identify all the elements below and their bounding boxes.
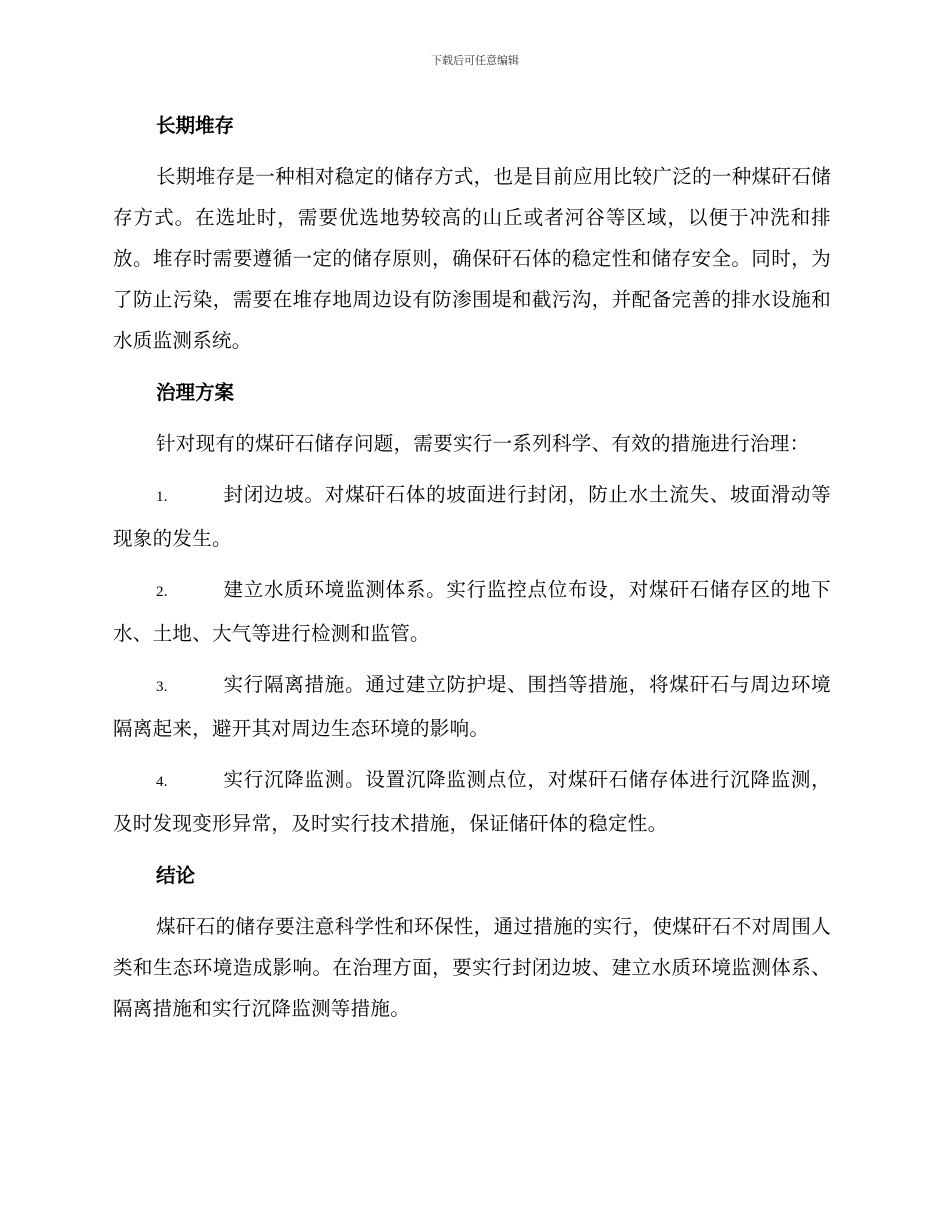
list-item-number: 1. — [156, 489, 168, 505]
storage-paragraph: 长期堆存是一种相对稳定的储存方式，也是目前应用比较广泛的一种煤矸石储存方式。在选址时，需要优选地势较高的山丘或者河谷等区域，以便于冲洗和排放。堆存时需要遵循一定的储存原则，确保矸石体的稳定性和储存安全。同时，为了防止污染，需要在堆存地周边设有防渗围堤和截污沟，并配备完善的排水设施和水质监测系统。 — [113, 165, 831, 352]
list-item-text: 实行隔离措施。通过建立防护堤、围挡等措施，将煤矸石与周边环境隔离起来，避开其对周边生态环境的影响。 — [113, 673, 831, 740]
section-heading-governance: 治理方案 — [156, 381, 235, 404]
list-item-number: 4. — [156, 774, 168, 790]
section-heading-storage: 长期堆存 — [156, 114, 235, 137]
governance-intro: 针对现有的煤矸石储存问题，需要实行一系列科学、有效的措施进行治理： — [156, 432, 810, 455]
page-header: 下载后可任意编辑 — [431, 54, 519, 67]
list-item-number: 2. — [156, 584, 168, 600]
section-heading-conclusion: 结论 — [156, 864, 196, 887]
list-item — [113, 759, 831, 844]
list-item-text: 实行沉降监测。设置沉降监测点位，对煤矸石储存体进行沉降监测，及时发现变形异常，及时实行技术措施，保证储矸体的稳定性。 — [113, 768, 831, 835]
list-item-text: 封闭边坡。对煤矸石体的坡面进行封闭，防止水土流失、坡面滑动等现象的发生。 — [113, 483, 831, 550]
conclusion-paragraph: 煤矸石的储存要注意科学性和环保性，通过措施的实行，使煤矸石不对周围人类和生态环境造成影响。在治理方面，要实行封闭边坡、建立水质环境监测体系、隔离措施和实行沉降监测等措施。 — [113, 915, 831, 1020]
list-item — [113, 664, 831, 749]
document-body — [113, 104, 831, 1029]
list-item-number: 3. — [156, 679, 168, 695]
list-item — [113, 569, 831, 654]
list-item-text: 建立水质环境监测体系。实行监控点位布设，对煤矸石储存区的地下水、土地、大气等进行检测和监管。 — [113, 578, 831, 645]
list-item — [113, 474, 831, 559]
